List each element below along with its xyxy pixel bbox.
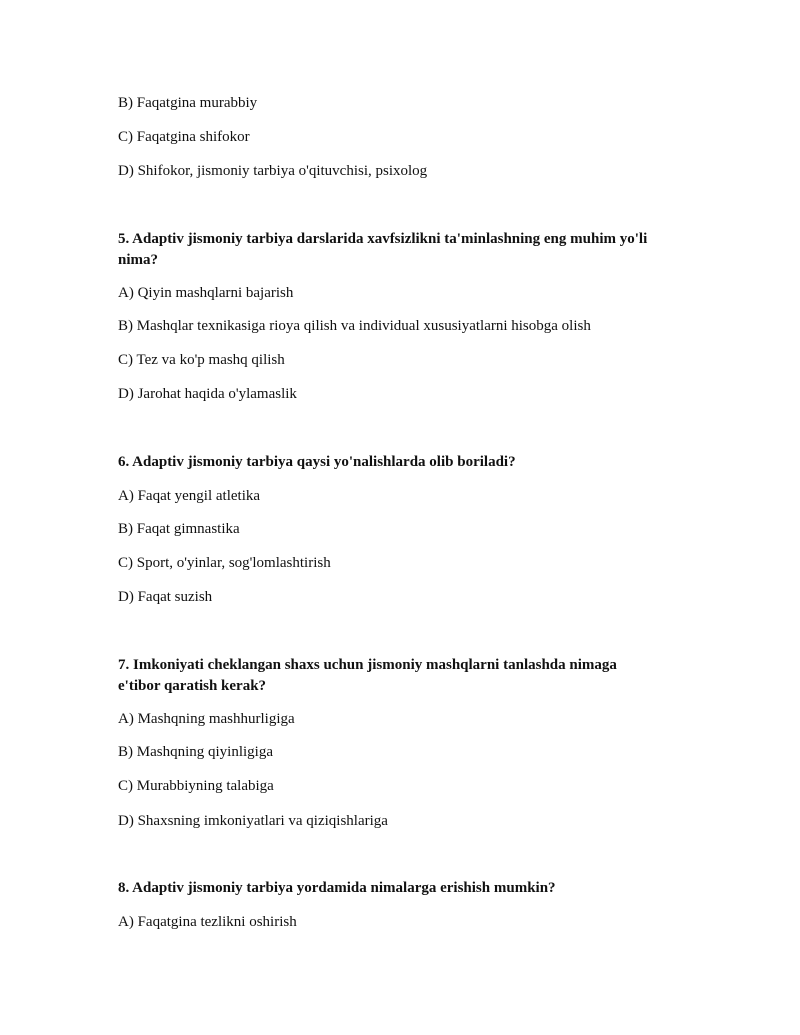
answer-option: C) Sport, o'yinlar, sog'lomlashtirish (118, 555, 331, 571)
question-text: 6. Adaptiv jismoniy tarbiya qaysi yo'nalishlarda olib boriladi? (118, 454, 516, 470)
answer-option: B) Mashqning qiyinligiga (118, 744, 273, 760)
answer-option: B) Faqat gimnastika (118, 521, 240, 537)
answer-option: D) Faqat suzish (118, 589, 213, 605)
answer-option: A) Faqatgina tezlikni oshirish (118, 914, 297, 930)
answer-option: C) Tez va ko'p mashq qilish (118, 352, 285, 368)
answer-option: A) Faqat yengil atletika (118, 488, 261, 504)
answer-option: A) Mashqning mashhurligiga (118, 711, 295, 727)
answer-option: C) Faqatgina shifokor (118, 129, 250, 145)
question-text: 7. Imkoniyati cheklangan shaxs uchun jismoniy mashqlarni tanlashda nimaga (118, 657, 617, 673)
answer-option: B) Mashqlar texnikasiga rioya qilish va individual xususiyatlarni hisobga olish (118, 318, 591, 334)
question-text: 8. Adaptiv jismoniy tarbiya yordamida nimalarga erishish mumkin? (118, 880, 556, 896)
answer-option: D) Shifokor, jismoniy tarbiya o'qituvchisi, psixolog (118, 163, 428, 179)
answer-option: C) Murabbiyning talabiga (118, 778, 274, 794)
answer-option: A) Qiyin mashqlarni bajarish (118, 285, 294, 301)
answer-option: B) Faqatgina murabbiy (118, 95, 258, 111)
question-text: 5. Adaptiv jismoniy tarbiya darslarida xavfsizlikni ta'minlashning eng muhim yo'li (118, 231, 648, 247)
answer-option: D) Shaxsning imkoniyatlari va qiziqishlariga (118, 813, 388, 829)
question-text: nima? (118, 252, 159, 268)
answer-option: D) Jarohat haqida o'ylamaslik (118, 386, 297, 402)
question-text: e'tibor qaratish kerak? (118, 678, 267, 694)
